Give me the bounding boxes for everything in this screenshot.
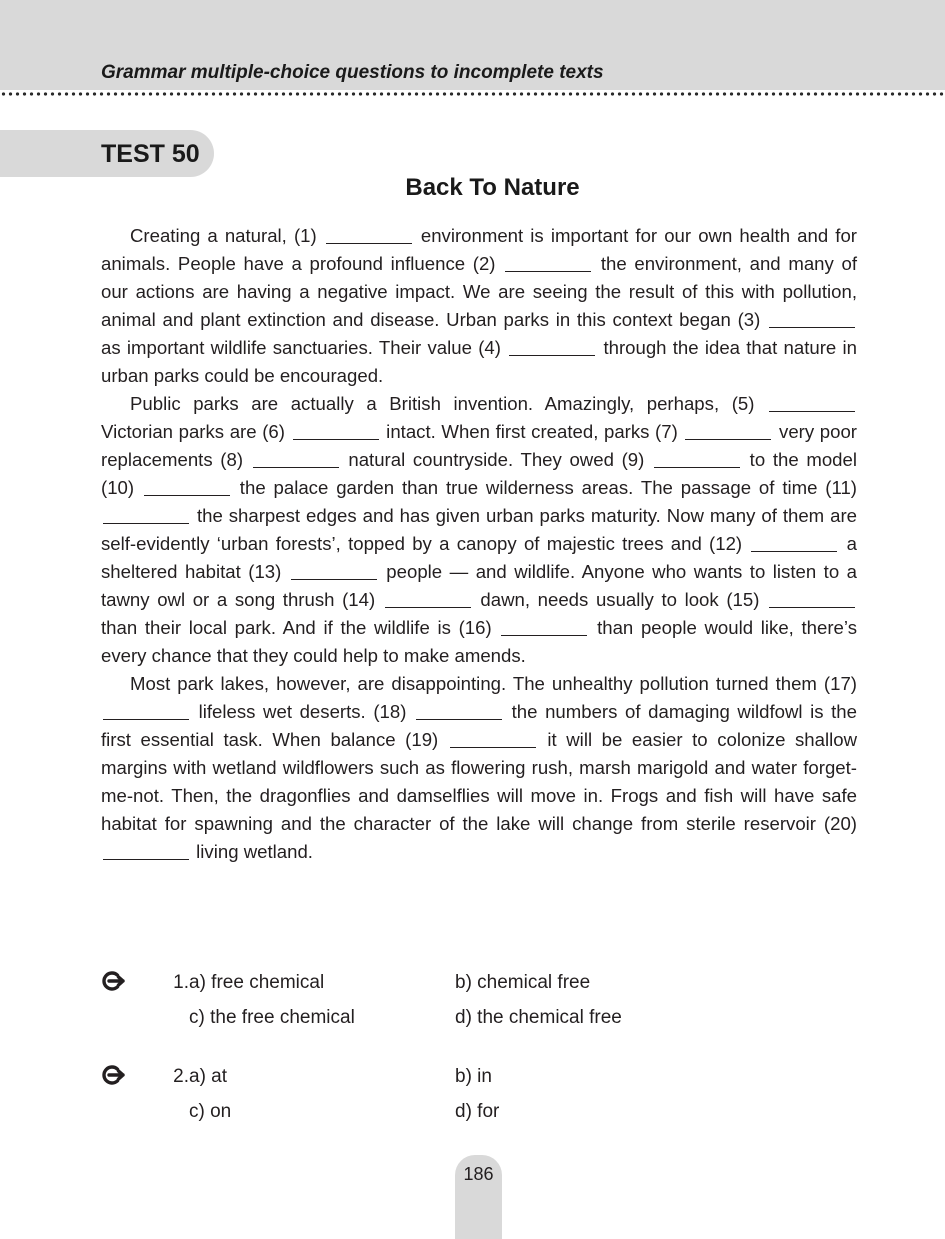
circled-arrow-icon	[101, 969, 125, 993]
passage-segment: than their local park. And if the wildlife is (16)	[101, 617, 500, 638]
paragraph	[101, 390, 857, 670]
circled-arrow-icon	[101, 1063, 125, 1087]
answer-blank[interactable]	[769, 307, 855, 328]
answer-blank[interactable]	[103, 503, 189, 524]
option-d[interactable]: d) the chemical free	[455, 1007, 622, 1028]
passage-segment: environment is important for our own health and for animals. People have a profound influence (2)	[101, 225, 857, 274]
answer-blank[interactable]	[326, 223, 412, 244]
passage-segment: Creating a natural, (1)	[130, 225, 324, 246]
passage-segment: the palace garden than true wilderness areas. The passage of time (11)	[231, 477, 857, 498]
option-a[interactable]: a) free chemical	[189, 972, 325, 993]
passage-segment: people — and wildlife. Anyone who wants to listen to a tawny owl or a song thrush (14)	[101, 561, 857, 610]
page-number: 186	[463, 1164, 494, 1184]
test-tab	[0, 130, 214, 177]
question-item	[101, 968, 801, 1062]
question-number: 2.	[173, 1066, 189, 1087]
answer-blank[interactable]	[144, 475, 230, 496]
answer-blank[interactable]	[385, 587, 471, 608]
option-a[interactable]: a) at	[189, 1066, 228, 1087]
question-list	[101, 968, 801, 1156]
answer-blank[interactable]	[751, 531, 837, 552]
answer-blank[interactable]	[293, 419, 379, 440]
answer-blank[interactable]	[501, 615, 587, 636]
passage-segment: living wetland.	[191, 841, 313, 862]
answer-blank[interactable]	[654, 447, 740, 468]
passage-segment: intact. When first created, parks (7)	[380, 421, 684, 442]
passage-title: Back To Nature	[405, 174, 580, 201]
passage-segment: lifeless wet deserts. (18)	[191, 701, 415, 722]
answer-blank[interactable]	[685, 419, 771, 440]
question-number: 1.	[173, 972, 189, 993]
passage-segment: a sheltered habitat (13)	[101, 533, 857, 582]
section-heading: Grammar multiple-choice questions to incomplete texts	[101, 62, 604, 83]
answer-blank[interactable]	[416, 699, 502, 720]
page-tab	[455, 1155, 502, 1239]
answer-blank[interactable]	[509, 335, 595, 356]
answer-blank[interactable]	[103, 839, 189, 860]
passage-segment: the environment, and many of our actions are having a negative impact. We are seeing the result of this with pollution, animal and plant extinction and disease. Urban parks in this context began (3)	[101, 253, 857, 330]
option-c[interactable]: c) the free chemical	[189, 1007, 355, 1028]
header-band	[0, 0, 945, 90]
answer-blank[interactable]	[253, 447, 339, 468]
option-b[interactable]: b) in	[455, 1066, 492, 1087]
answer-blank[interactable]	[769, 587, 855, 608]
passage-segment: Victorian parks are (6)	[101, 421, 291, 442]
answer-blank[interactable]	[769, 391, 855, 412]
passage-segment: the numbers of damaging wildfowl is the first essential task. When balance (19)	[101, 701, 857, 750]
passage-segment: Most park lakes, however, are disappointing. The unhealthy pollution turned them (17)	[130, 673, 857, 694]
passage-segment: to the model (10)	[101, 449, 857, 498]
passage-text	[101, 222, 857, 866]
passage-segment: than people would like, there’s every chance that they could help to make amends.	[101, 617, 857, 666]
answer-blank[interactable]	[103, 699, 189, 720]
passage-segment: very poor replacements (8)	[101, 421, 857, 470]
passage-segment: as important wildlife sanctuaries. Their value (4)	[101, 337, 508, 358]
answer-blank[interactable]	[505, 251, 591, 272]
test-label: TEST 50	[101, 140, 200, 168]
passage-segment: dawn, needs usually to look (15)	[472, 589, 768, 610]
paragraph	[101, 670, 857, 866]
option-b[interactable]: b) chemical free	[455, 972, 591, 993]
passage-segment: the sharpest edges and has given urban parks maturity. Now many of them are self-evidently ‘urban forests’, topped by a canopy of majestic trees and (12)	[101, 505, 857, 554]
option-d[interactable]: d) for	[455, 1101, 500, 1122]
answer-blank[interactable]	[450, 727, 536, 748]
passage-segment: through the idea that nature in urban parks could be encouraged.	[101, 337, 857, 386]
passage-segment: it will be easier to colonize shallow margins with wetland wildflowers such as flowering rush, marsh marigold and water forget-me-not. Then, the dragonflies and damselflies will move in. Frogs and fish will have safe habitat for spawning and the character of the lake will change from sterile reservoir (20)	[101, 729, 857, 834]
question-item	[101, 1062, 801, 1156]
passage-segment: Public parks are actually a British invention. Amazingly, perhaps, (5)	[130, 393, 767, 414]
answer-blank[interactable]	[291, 559, 377, 580]
paragraph	[101, 222, 857, 390]
passage-segment: natural countryside. They owed (9)	[340, 449, 652, 470]
dotted-divider	[0, 90, 945, 98]
option-c[interactable]: c) on	[189, 1101, 232, 1122]
